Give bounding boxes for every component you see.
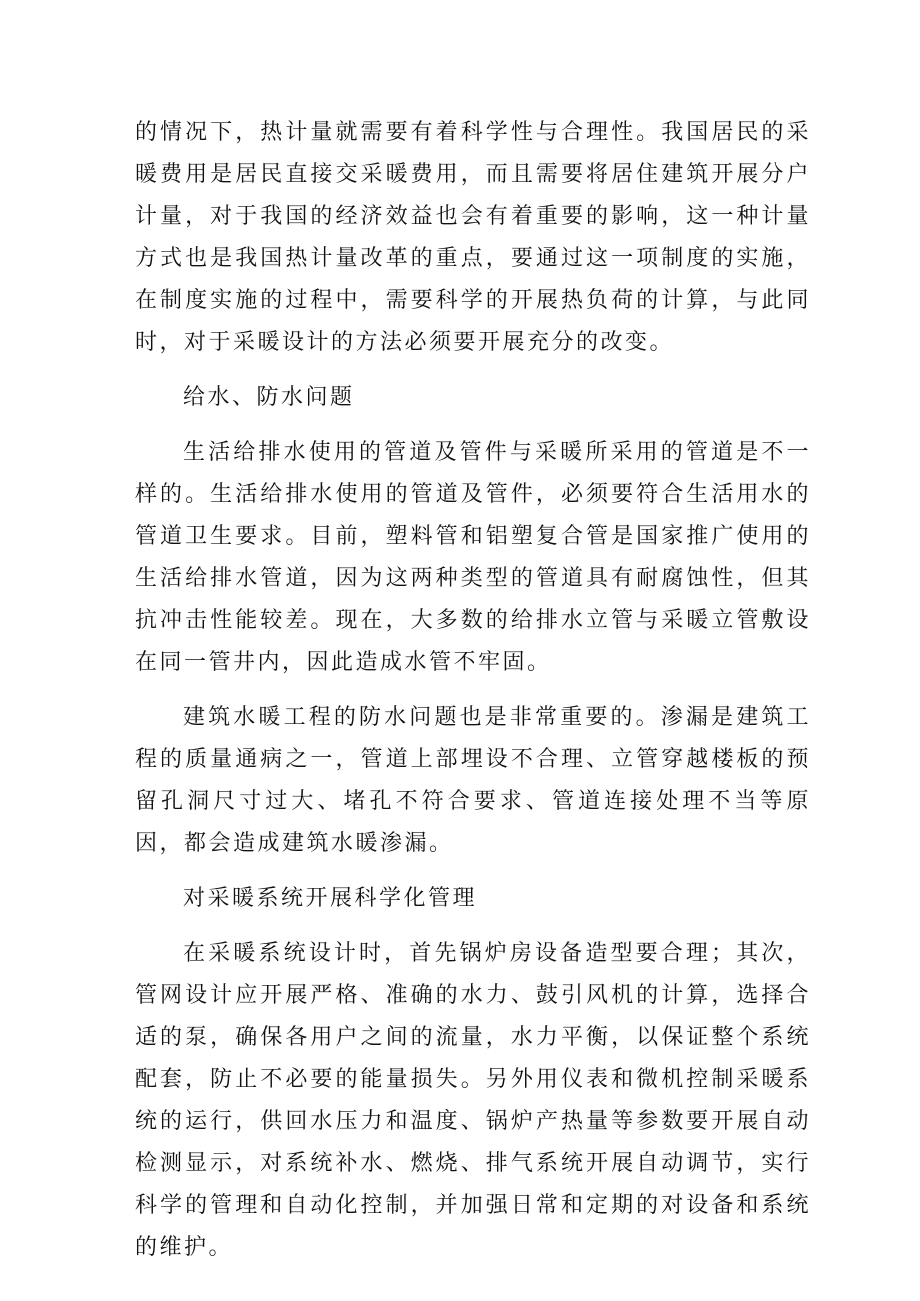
paragraph-waterproofing: 建筑水暖工程的防水问题也是非常重要的。渗漏是建筑工程的质量通病之一，管道上部埋设不合理、立管穿越楼板的预留孔洞尺寸过大、堵孔不符合要求、管道连接处理不当等原因，都会造成建筑水暖渗漏。 <box>135 705 811 856</box>
paragraph-spacer <box>135 364 811 377</box>
paragraph-spacer <box>135 920 811 933</box>
paragraph-spacer <box>135 419 811 432</box>
section-heading-heating-management: 对采暖系统开展科学化管理 <box>183 886 478 911</box>
document-body <box>135 112 811 1269</box>
paragraph-spacer <box>135 865 811 878</box>
paragraph-spacer <box>135 684 811 697</box>
paragraph-water-pipes: 生活给排水使用的管道及管件与采暖所采用的管道是不一样的。生活给排水使用的管道及管件，必须要符合生活用水的管道卫生要求。目前，塑料管和铝塑复合管是国家推广使用的生活给排水管道，因为这两种类型的管道具有耐腐蚀性，但其抗冲击性能较差。现在，大多数的给排水立管与采暖立管敷设在同一管井内，因此造成水管不牢固。 <box>135 440 811 675</box>
paragraph-heating-system-design: 在采暖系统设计时，首先锅炉房设备造型要合理；其次，管网设计应开展严格、准确的水力、鼓引风机的计算，选择合适的泵，确保各用户之间的流量，水力平衡，以保证整个系统配套，防止不必要的能量损失。另外用仪表和微机控制采暖系统的运行，供回水压力和温度、锅炉产热量等参数要开展自动检测显示，对系统补水、燃烧、排气系统开展自动调节，实行科学的管理和自动化控制，并加强日常和定期的对设备和系统的维护。 <box>135 941 811 1260</box>
paragraph-heat-metering: 的情况下，热计量就需要有着科学性与合理性。我国居民的采暖费用是居民直接交采暖费用，而且需要将居住建筑开展分户计量，对于我国的经济效益也会有着重要的影响，这一种计量方式也是我国热计量改革的重点，要通过这一项制度的实施，在制度实施的过程中，需要科学的开展热负荷的计算，与此同时，对于采暖设计的方法必须要开展充分的改变。 <box>135 120 811 355</box>
section-heading-water-supply: 给水、防水问题 <box>183 385 355 410</box>
